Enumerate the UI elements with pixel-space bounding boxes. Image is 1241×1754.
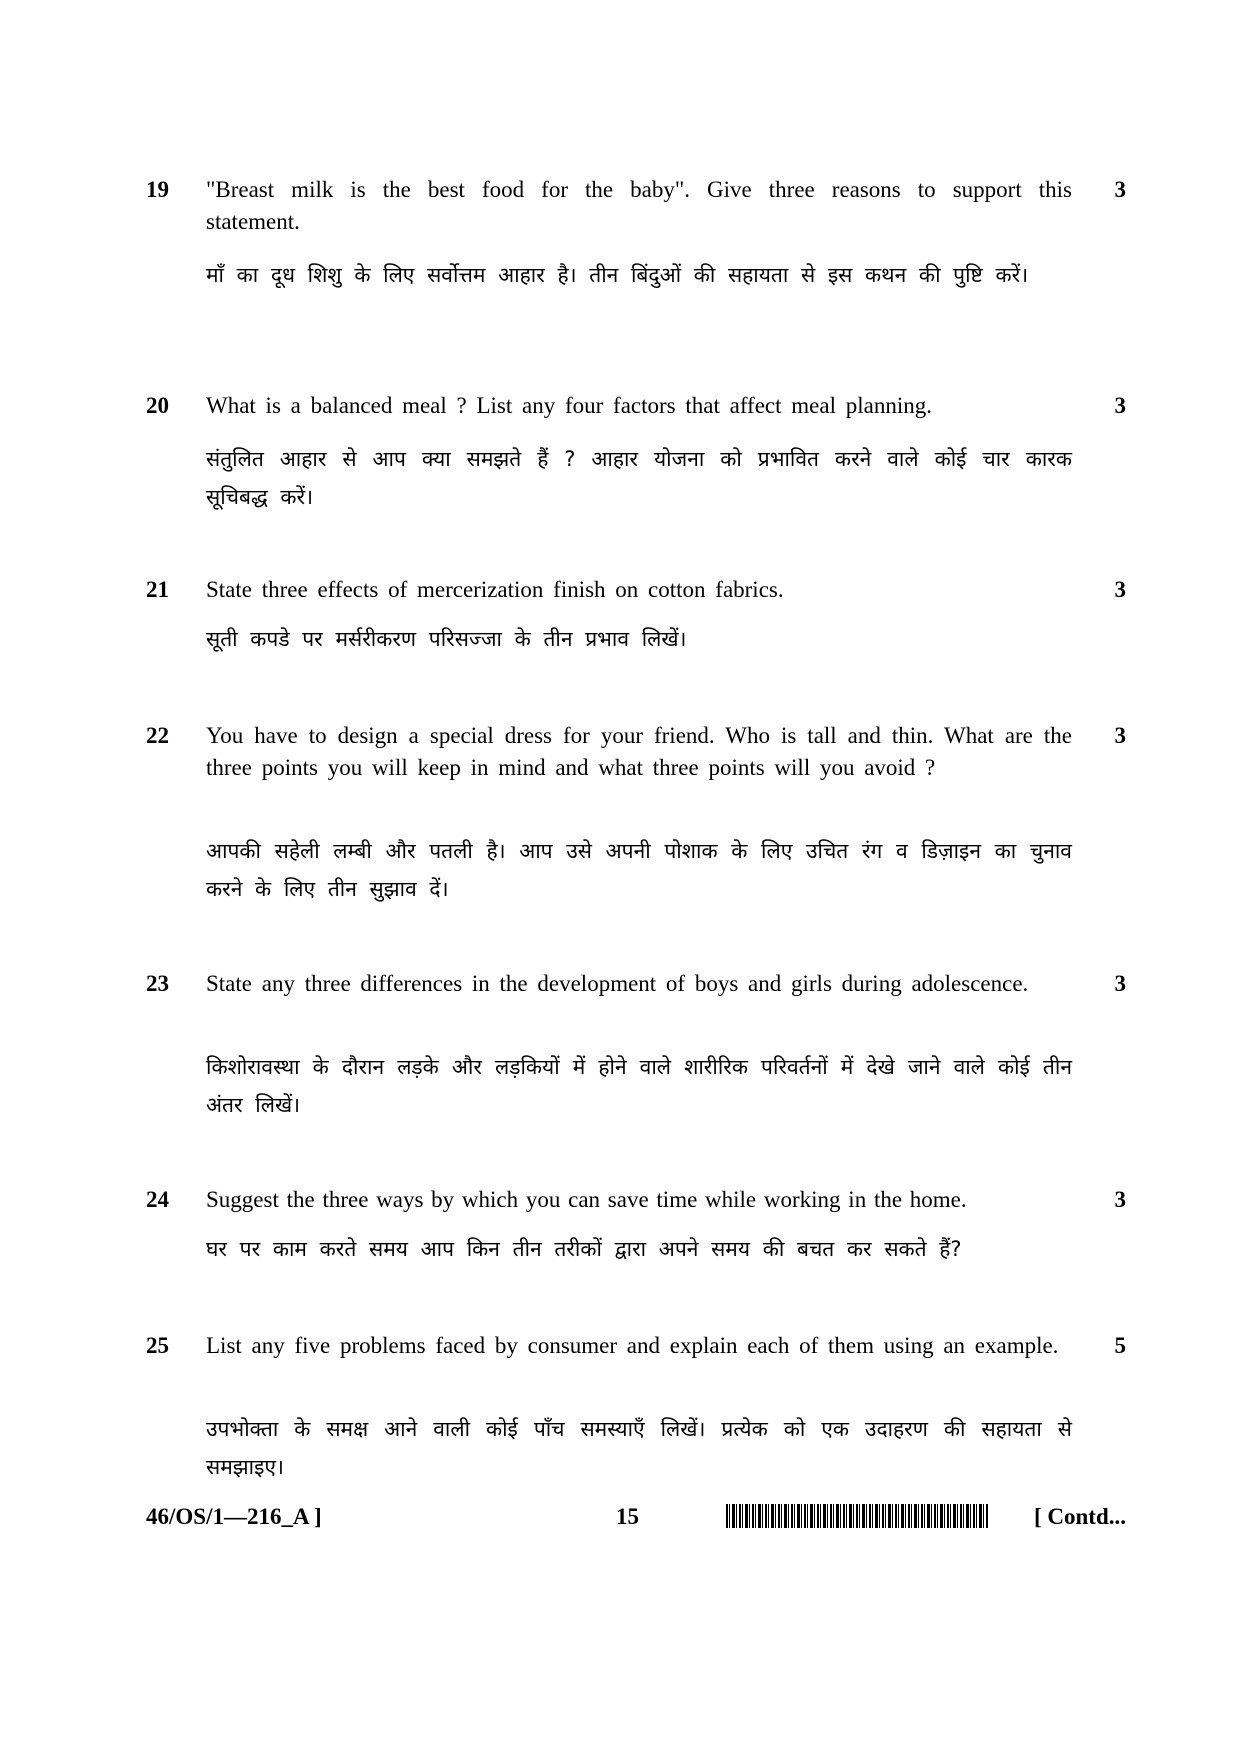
question-number: 20 (146, 393, 169, 418)
question-number: 24 (146, 1187, 169, 1212)
paper-code: 46/OS/1—216_A ] (146, 1504, 322, 1529)
question-number: 19 (146, 177, 169, 202)
question-text-english: State any three differences in the development of boys and girls during adolescence. (206, 971, 1029, 996)
question-number: 22 (146, 723, 169, 748)
question-text-hindi: माँ का दूध शिशु के लिए सर्वोत्तम आहार है। तीन बिंदुओं की सहायता से इस कथन की पुष्टि करें। (206, 263, 1029, 287)
question-number: 25 (146, 1333, 169, 1358)
question-marks: 3 (1114, 577, 1126, 602)
question-marks: 3 (1114, 177, 1126, 202)
page-number: 15 (616, 1504, 639, 1529)
question-marks: 3 (1114, 723, 1126, 748)
question-marks: 3 (1114, 971, 1126, 996)
barcode-icon (726, 1504, 988, 1528)
question-marks: 5 (1114, 1333, 1126, 1358)
question-text-english: "Breast milk is the best food for the baby". Give three reasons to support this statement. (206, 177, 1072, 234)
question-text-hindi: सूती कपडे पर मर्सरीकरण परिसज्जा के तीन प्रभाव लिखें। (206, 627, 687, 651)
question-number: 23 (146, 971, 169, 996)
question-text-english: What is a balanced meal ? List any four factors that affect meal planning. (206, 393, 932, 418)
question-text-hindi: संतुलित आहार से आप क्या समझते हैं ? आहार योजना को प्रभावित करने वाले कोई चार कारक सूचिबद्ध करें। (206, 447, 1072, 509)
question-text-english: You have to design a special dress for your friend. Who is tall and thin. What are the three points you will keep in mind and what three points will you avoid ? (206, 723, 1072, 780)
question-text-hindi: उपभोक्ता के समक्ष आने वाली कोई पाँच समस्याएँ लिखें। प्रत्येक को एक उदाहरण की सहायता से समझाइए। (206, 1417, 1072, 1479)
question-text-english: State three effects of mercerization finish on cotton fabrics. (206, 577, 784, 602)
question-number: 21 (146, 577, 169, 602)
question-text-english: List any five problems faced by consumer and explain each of them using an example. (206, 1333, 1059, 1358)
question-text-hindi: घर पर काम करते समय आप किन तीन तरीकों द्वारा अपने समय की बचत कर सकते हैं? (206, 1237, 962, 1261)
continued-label: [ Contd... (1033, 1504, 1126, 1529)
page-footer (146, 1500, 1126, 1534)
question-text-english: Suggest the three ways by which you can save time while working in the home. (206, 1187, 967, 1212)
question-marks: 3 (1114, 1187, 1126, 1212)
question-marks: 3 (1114, 393, 1126, 418)
question-text-hindi: आपकी सहेली लम्बी और पतली है। आप उसे अपनी पोशाक के लिए उचित रंग व डिज़ाइन का चुनाव करने के लिए तीन सुझाव दें। (206, 839, 1072, 901)
question-text-hindi: किशोरावस्था के दौरान लड़के और लड़कियों में होने वाले शारीरिक परिवर्तनों में देखे जाने वाले कोई तीन अंतर लिखें। (206, 1055, 1072, 1117)
